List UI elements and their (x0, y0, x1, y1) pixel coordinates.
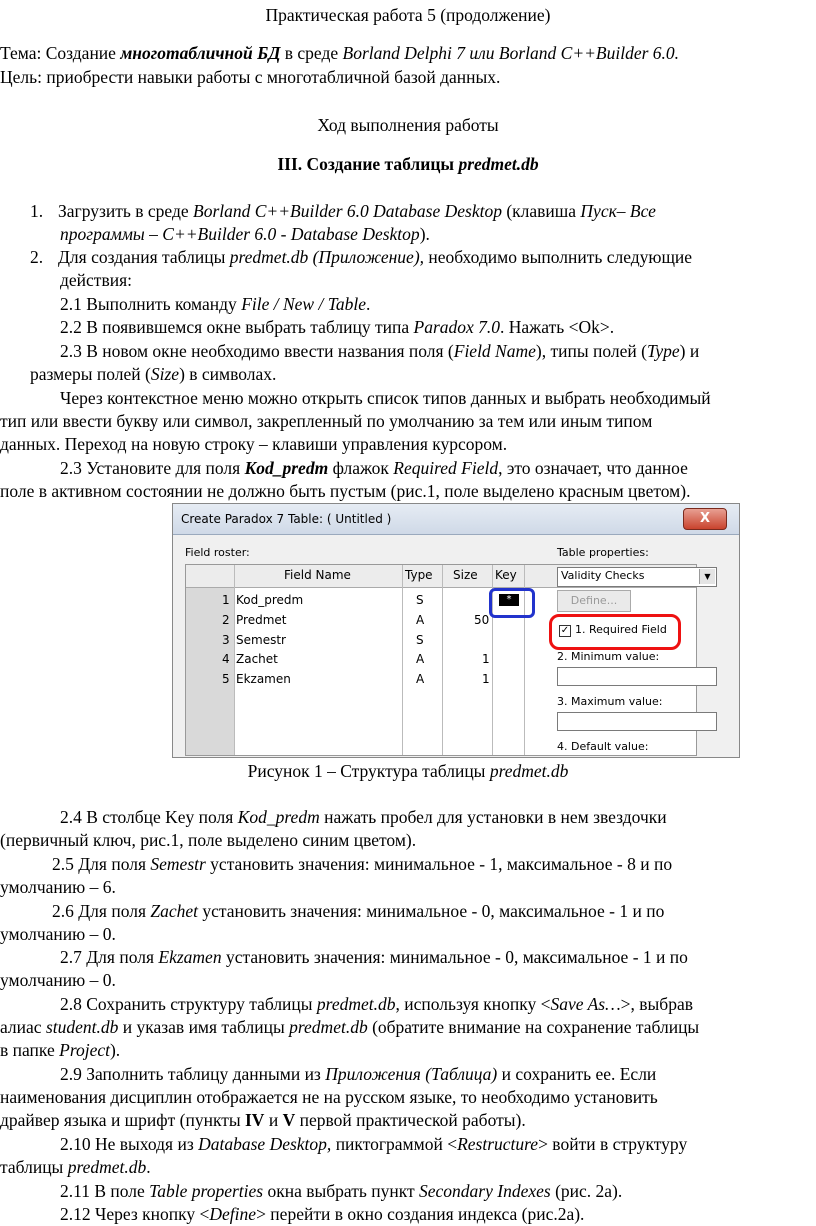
define-button[interactable]: Define... (557, 590, 631, 612)
row-size[interactable]: 50 (474, 613, 490, 627)
step-2-7-line2: умолчанию – 0. (0, 970, 116, 990)
col-type: Type (405, 568, 433, 582)
col-size: Size (453, 568, 478, 582)
max-value-input[interactable] (557, 712, 717, 731)
table-properties-value: Validity Checks (561, 569, 645, 582)
table-properties-label: Table properties: (557, 546, 649, 559)
col-field-name: Field Name (284, 568, 351, 582)
row-type[interactable]: A (416, 613, 425, 627)
step-2-8-line1: 2.8 Сохранить структуру таблицы predmet.db, используя кнопку <Save As…>, выбрав (60, 994, 693, 1014)
row-type[interactable]: S (416, 633, 424, 647)
max-value-label: 3. Maximum value: (557, 695, 663, 708)
row-num: 1 (222, 593, 230, 607)
field-roster-label: Field roster: (185, 546, 250, 559)
chevron-down-icon[interactable]: ▼ (699, 569, 715, 584)
step-2-9-line2: наименования дисциплин отображается не на русском языке, то необходимо установить (0, 1087, 658, 1107)
row-num: 4 (222, 652, 230, 666)
min-value-label: 2. Minimum value: (557, 650, 660, 663)
row-field-name[interactable]: Zachet (236, 652, 278, 666)
ctx-line2: тип или ввести букву или символ, закрепленный по умолчанию за тем или иным типом (0, 411, 653, 431)
step-2-6-line1: 2.6 Для поля Zachet установить значения: минимальное - 0, максимальное - 1 и по (52, 901, 665, 921)
ctx-line3: данных. Переход на новую строку – клавиши управления курсором. (0, 434, 508, 454)
row-type[interactable]: A (416, 672, 425, 686)
row-field-name[interactable]: Semestr (236, 633, 286, 647)
step-2-8-line2: алиас student.db и указав имя таблицы predmet.db (обратите внимание на сохранение таблицы (0, 1017, 700, 1037)
close-icon[interactable]: X (683, 508, 727, 530)
row-num: 2 (222, 613, 230, 627)
step-2-3-line1: 2.3 В новом окне необходимо ввести названия поля (Field Name), типы полей (Type) и (60, 341, 700, 361)
step-2-9-line3: драйвер языка и шрифт (пункты IV и V первой практической работы). (0, 1110, 526, 1130)
default-value-label: 4. Default value: (557, 740, 649, 753)
row-size[interactable]: 1 (482, 672, 490, 686)
dialog-titlebar (173, 504, 739, 535)
item2-line2: действия: (60, 270, 132, 290)
row-num: 5 (222, 672, 230, 686)
row-type[interactable]: S (416, 593, 424, 607)
row-field-name[interactable]: Ekzamen (236, 672, 291, 686)
row-field-name[interactable]: Kod_predm (236, 593, 304, 607)
step-2-7-line1: 2.7 Для поля Ekzamen установить значения: минимальное - 0, максимальное - 1 и по (60, 947, 688, 967)
item1-line2: программы – C++Builder 6.0 - Database Desktop). (60, 224, 430, 244)
dialog-title: Create Paradox 7 Table: ( Untitled ) (181, 512, 392, 526)
step-2-10-line1: 2.10 Не выходя из Database Desktop, пиктограммой <Restructure> войти в структуру (60, 1134, 688, 1154)
item1-line1: 1. Загрузить в среде Borland C++Builder 6.0 Database Desktop (клавиша Пуск– Все (30, 201, 656, 221)
min-value-input[interactable] (557, 667, 717, 686)
ctx-line1: Через контекстное меню можно открыть список типов данных и выбрать необходимый (60, 388, 711, 408)
theme-line: Тема: Создание многотабличной БД в среде Borland Delphi 7 или Borland C++Builder 6.0. (0, 43, 680, 63)
step-2-3-line2: размеры полей (Size) в символах. (30, 364, 277, 384)
step-2-5-line2: умолчанию – 6. (0, 877, 116, 897)
step-2-1: 2.1 Выполнить команду File / New / Table. (60, 294, 371, 314)
step-2-3b-line2: поле в активном состоянии не должно быть пустым (рис.1, поле выделено красным цветом). (0, 481, 691, 501)
page-heading: Практическая работа 5 (продолжение) (265, 5, 551, 25)
required-field-label: 1. Required Field (575, 623, 667, 636)
required-field-checkbox[interactable]: ✓ (560, 625, 570, 636)
row-field-name[interactable]: Predmet (236, 613, 287, 627)
step-2-12: 2.12 Через кнопку <Define> перейти в окно создания индекса (рис.2а). (60, 1204, 585, 1224)
primary-key-cell[interactable]: * (499, 594, 519, 606)
step-2-4-line2: (первичный ключ, рис.1, поле выделено синим цветом). (0, 830, 417, 850)
col-key: Key (495, 568, 517, 582)
goal-line: Цель: приобрести навыки работы с многотабличной базой данных. (0, 67, 501, 87)
row-type[interactable]: A (416, 652, 425, 666)
step-2-5-line1: 2.5 Для поля Semestr установить значения: минимальное - 1, максимальное - 8 и по (52, 854, 673, 874)
row-size[interactable]: 1 (482, 652, 490, 666)
progress-title: Ход выполнения работы (317, 115, 499, 135)
step-2-2: 2.2 В появившемся окне выбрать таблицу типа Paradox 7.0. Нажать <Ok>. (60, 317, 615, 337)
table-properties-select[interactable] (557, 567, 717, 587)
row-num: 3 (222, 633, 230, 647)
step-2-3b-line1: 2.3 Установите для поля Kod_predm флажок Required Field, это означает, что данное (60, 458, 688, 478)
section-title: III. Создание таблицы predmet.db (277, 154, 539, 174)
figure-caption: Рисунок 1 – Структура таблицы predmet.db (247, 761, 569, 781)
step-2-6-line2: умолчанию – 0. (0, 924, 116, 944)
step-2-8-line3: в папке Project). (0, 1040, 121, 1060)
step-2-4-line1: 2.4 В столбце Key поля Kod_predm нажать пробел для установки в нем звездочки (60, 807, 667, 827)
paradox-dialog-screenshot (172, 503, 740, 758)
step-2-10-line2: таблицы predmet.db. (0, 1157, 151, 1177)
step-2-9-line1: 2.9 Заполнить таблицу данными из Приложения (Таблица) и сохранить ее. Если (60, 1064, 657, 1084)
step-2-11: 2.11 В поле Table properties окна выбрать пункт Secondary Indexes (рис. 2а). (60, 1181, 623, 1201)
item2-line1: 2. Для создания таблицы predmet.db (Приложение), необходимо выполнить следующие (30, 247, 693, 267)
